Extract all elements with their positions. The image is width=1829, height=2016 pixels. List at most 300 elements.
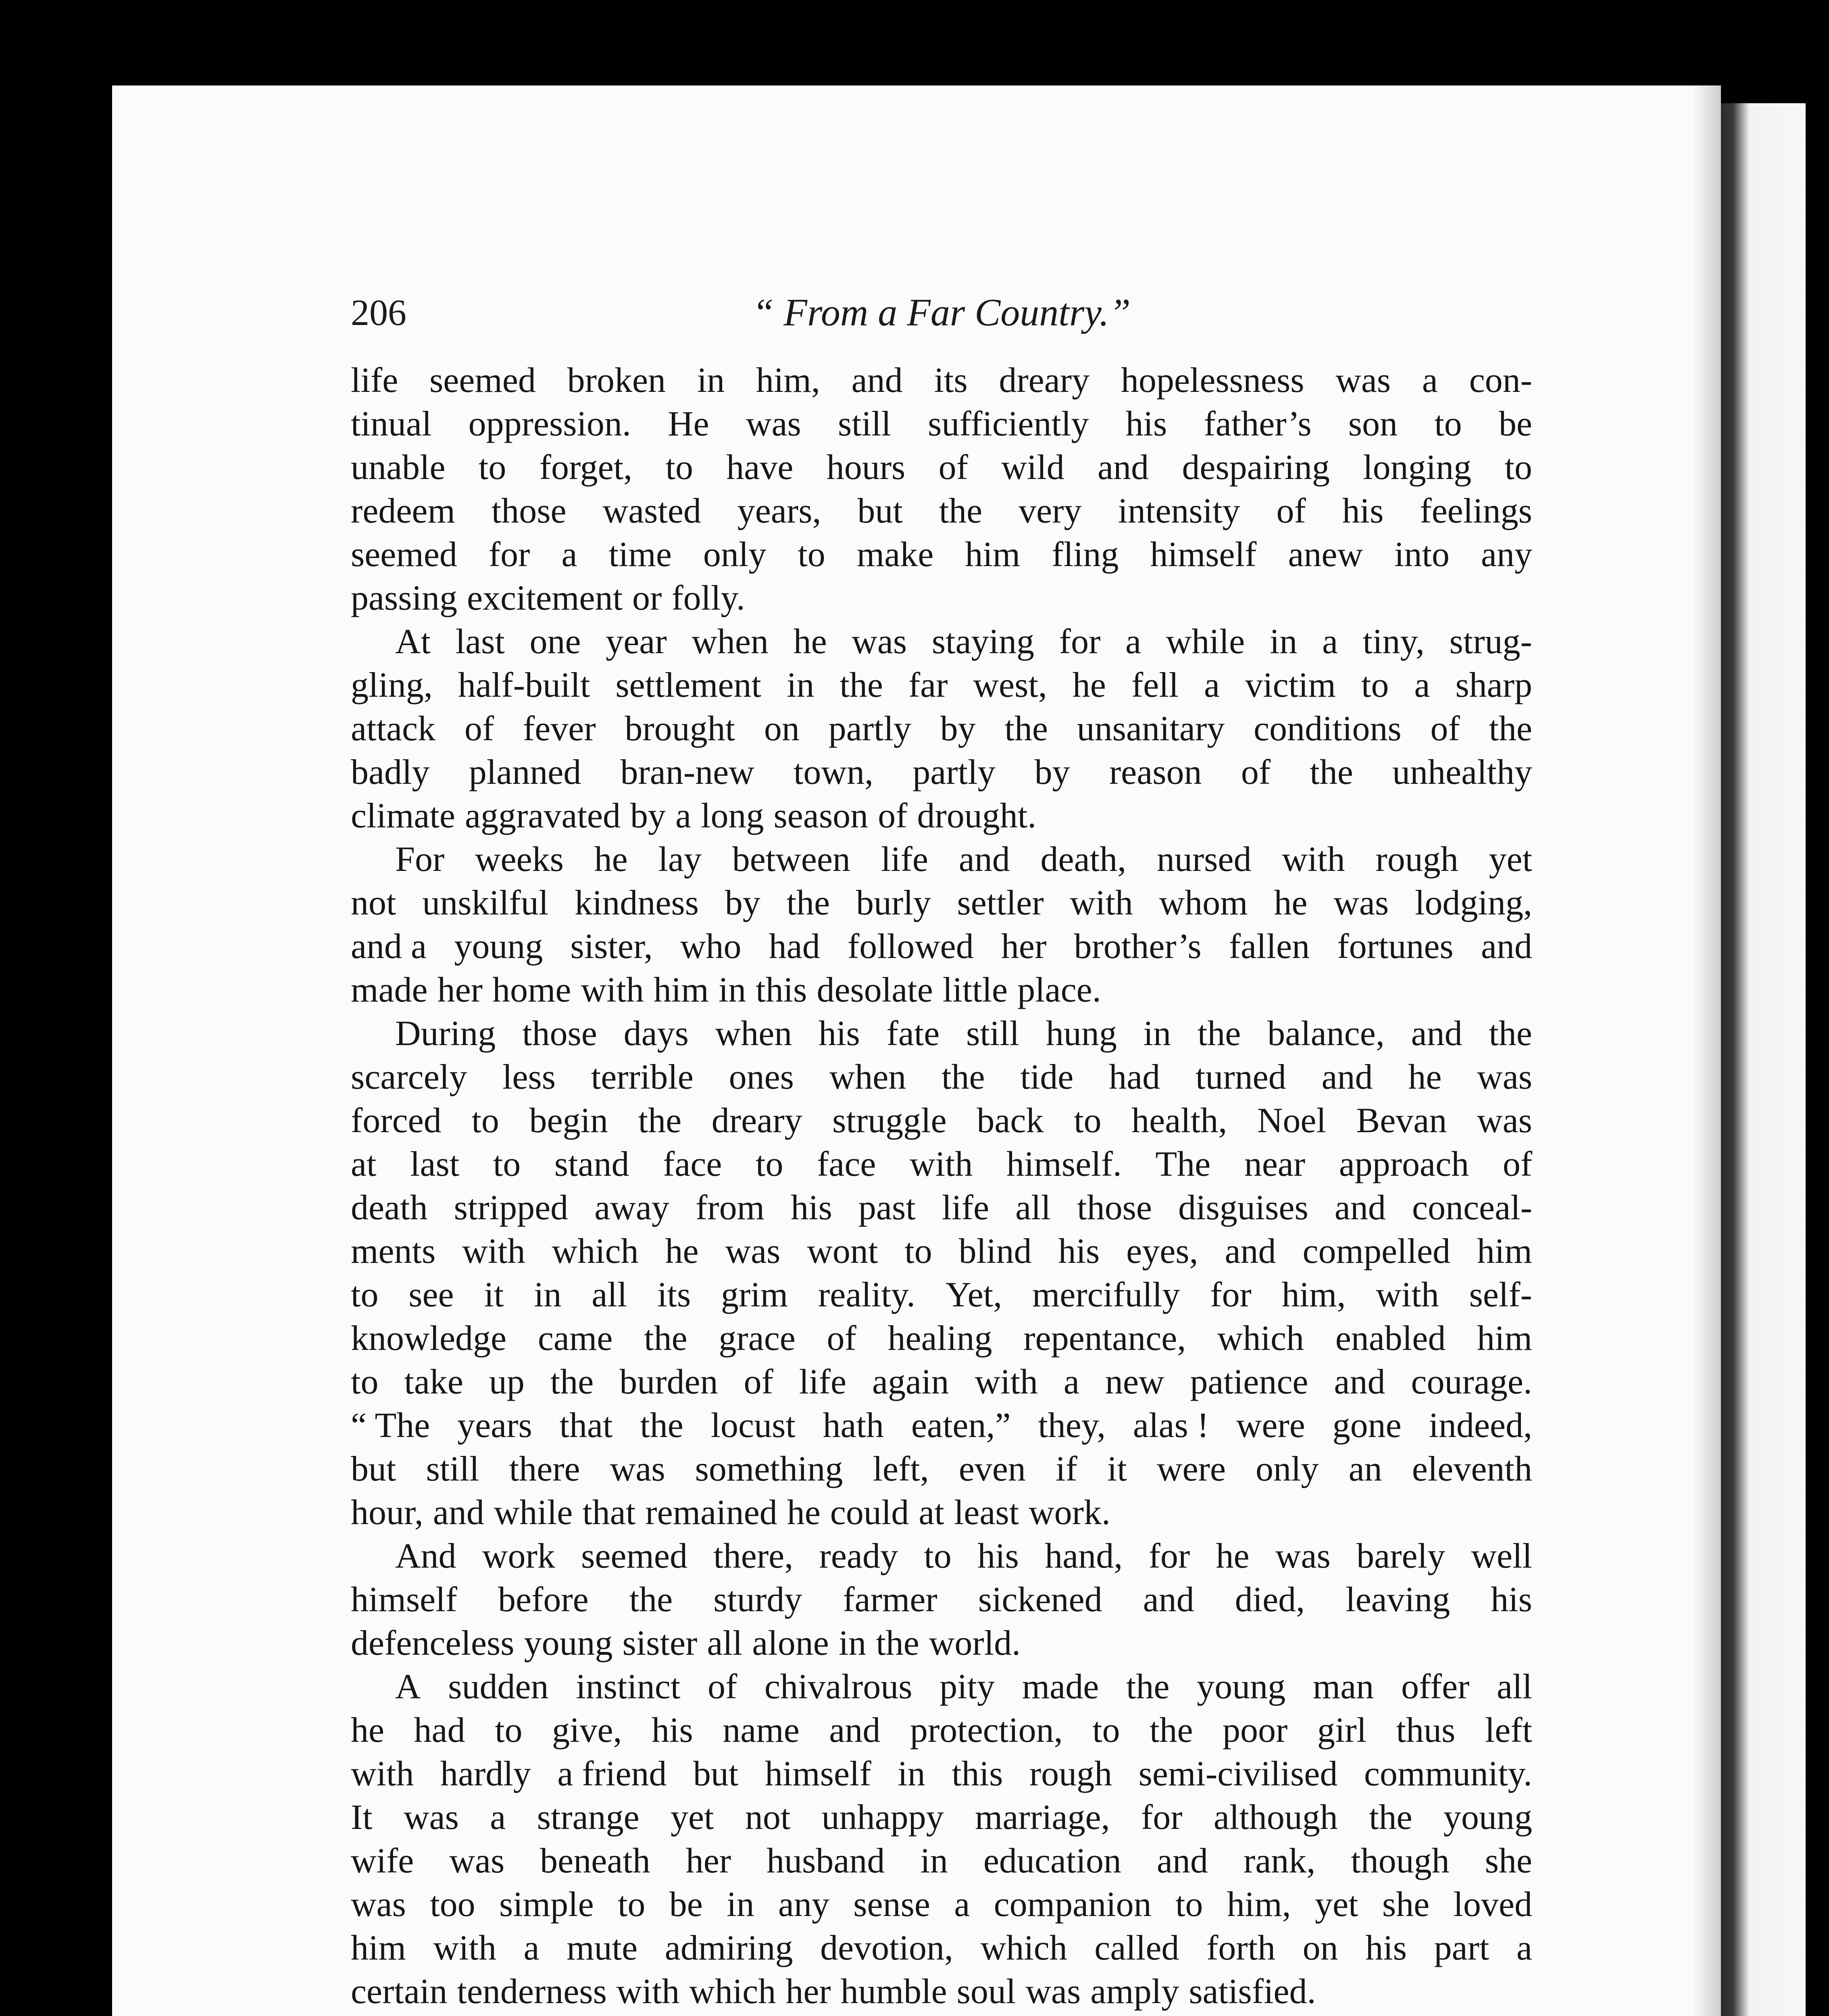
word: be bbox=[669, 1885, 703, 1924]
word: but bbox=[693, 1754, 739, 1793]
running-title: “ From a Far Country.” bbox=[752, 291, 1131, 334]
word: he bbox=[1072, 666, 1106, 705]
word: if bbox=[1056, 1450, 1077, 1489]
word: to bbox=[351, 1275, 379, 1314]
word: tenderness bbox=[457, 1972, 607, 2011]
word: him bbox=[965, 535, 1021, 574]
word: his bbox=[1342, 492, 1384, 531]
paragraph bbox=[351, 1535, 1532, 1665]
word: were bbox=[1236, 1406, 1305, 1445]
word: reason bbox=[1109, 753, 1202, 792]
gutter-shadow bbox=[1692, 85, 1721, 2016]
word: those bbox=[522, 1014, 597, 1053]
word: the bbox=[629, 1580, 673, 1619]
word: in bbox=[1269, 622, 1298, 661]
word bbox=[665, 2014, 709, 2016]
word: planned bbox=[469, 753, 581, 792]
word: to bbox=[1504, 448, 1532, 487]
word: be bbox=[1498, 404, 1532, 444]
word: nursed bbox=[1156, 840, 1252, 879]
word bbox=[1151, 2014, 1202, 2016]
word: for bbox=[1210, 1275, 1252, 1314]
word: any bbox=[1481, 535, 1532, 574]
word: give, bbox=[552, 1711, 622, 1750]
text-line bbox=[351, 1273, 1532, 1317]
word: to bbox=[924, 1537, 952, 1576]
word: grace bbox=[719, 1319, 796, 1358]
word: and bbox=[1143, 1580, 1194, 1619]
word: was bbox=[746, 404, 801, 444]
word: for bbox=[1148, 1537, 1190, 1576]
word: unsanitary bbox=[1077, 709, 1225, 748]
word: and a bbox=[351, 927, 427, 966]
word: sister bbox=[622, 1624, 698, 1663]
word: while bbox=[494, 1493, 573, 1532]
text-line bbox=[351, 2014, 1532, 2016]
word: in bbox=[697, 361, 725, 400]
word: hath bbox=[823, 1406, 884, 1445]
word: with bbox=[1376, 1275, 1439, 1314]
running-head bbox=[351, 282, 1532, 343]
word: dreary bbox=[711, 1101, 802, 1140]
word: on bbox=[1302, 1929, 1338, 1968]
word: young bbox=[1443, 1798, 1532, 1837]
word: alas ! bbox=[1133, 1406, 1209, 1445]
word: with bbox=[351, 1754, 414, 1793]
word: was bbox=[1477, 1058, 1532, 1097]
word: During bbox=[395, 1014, 496, 1053]
word: defenceless bbox=[351, 1624, 515, 1663]
word: and bbox=[1097, 448, 1149, 487]
word: terrible bbox=[591, 1058, 694, 1097]
word: at bbox=[351, 1145, 377, 1184]
word: seemed bbox=[581, 1537, 687, 1576]
word: of bbox=[1276, 492, 1306, 531]
body-text bbox=[351, 359, 1532, 2016]
word: mute bbox=[567, 1929, 638, 1968]
word: himself. bbox=[1006, 1145, 1122, 1184]
word: forced bbox=[351, 1101, 442, 1140]
word: died, bbox=[1235, 1580, 1305, 1619]
word: to bbox=[1434, 404, 1462, 444]
word: aggravated bbox=[465, 796, 621, 835]
word: gone bbox=[1332, 1406, 1402, 1445]
word: son bbox=[1348, 404, 1398, 444]
word: or bbox=[632, 579, 662, 618]
word: whom bbox=[1159, 883, 1248, 923]
word: courage. bbox=[1411, 1362, 1532, 1402]
word: he bbox=[351, 1711, 385, 1750]
word: with bbox=[462, 1232, 525, 1271]
word: those bbox=[491, 492, 567, 531]
word: only bbox=[703, 535, 767, 574]
word: intensity bbox=[1118, 492, 1240, 531]
word: lodging, bbox=[1414, 883, 1532, 923]
word: any bbox=[778, 1885, 829, 1924]
word: and bbox=[1334, 1362, 1385, 1402]
text-line bbox=[351, 707, 1532, 751]
word: Bevan bbox=[1356, 1101, 1447, 1140]
word: he bbox=[594, 840, 628, 879]
word: and bbox=[1321, 1058, 1373, 1097]
text-line bbox=[351, 1360, 1532, 1404]
word: new bbox=[1105, 1362, 1164, 1402]
paragraph bbox=[351, 620, 1532, 838]
word: when bbox=[692, 622, 769, 661]
word: work. bbox=[1029, 1493, 1110, 1532]
next-page-edge bbox=[1721, 103, 1806, 2016]
word: face bbox=[663, 1145, 722, 1184]
word: marriage, bbox=[975, 1798, 1110, 1837]
text-line bbox=[351, 620, 1532, 664]
word: had bbox=[414, 1711, 465, 1750]
word: the bbox=[942, 1058, 985, 1097]
word: repentance, bbox=[1023, 1319, 1186, 1358]
word: hours bbox=[826, 448, 906, 487]
word: and bbox=[851, 361, 903, 400]
word: with bbox=[1282, 840, 1345, 879]
word: wont bbox=[807, 1232, 878, 1271]
word: last bbox=[455, 622, 505, 661]
word: between bbox=[732, 840, 850, 879]
word: a bbox=[1414, 666, 1430, 705]
word: of bbox=[1430, 709, 1460, 748]
word: to bbox=[478, 448, 506, 487]
word: to bbox=[756, 1145, 783, 1184]
word: while bbox=[1166, 622, 1245, 661]
word: of bbox=[1241, 753, 1271, 792]
word: poor bbox=[1223, 1711, 1288, 1750]
word: in bbox=[920, 1841, 948, 1881]
word: gling, bbox=[351, 666, 433, 705]
word: passing bbox=[351, 579, 457, 618]
word: At bbox=[395, 622, 431, 661]
word: the bbox=[1489, 709, 1532, 748]
word: the bbox=[638, 1101, 682, 1140]
word: less bbox=[502, 1058, 556, 1097]
word: unhealthy bbox=[1392, 753, 1532, 792]
word: settlement bbox=[615, 666, 761, 705]
word: stripped bbox=[454, 1188, 569, 1227]
word: struggle bbox=[832, 1101, 947, 1140]
word: disguises bbox=[1178, 1188, 1308, 1227]
word: past bbox=[858, 1188, 916, 1227]
word: all bbox=[1497, 1667, 1532, 1706]
word: in bbox=[727, 1885, 754, 1924]
word: his bbox=[1125, 404, 1167, 444]
word: years, bbox=[737, 492, 821, 531]
word: was bbox=[1275, 1537, 1331, 1576]
word: of bbox=[938, 448, 968, 487]
word bbox=[1229, 2014, 1290, 2016]
word: thus bbox=[1396, 1711, 1456, 1750]
word: was bbox=[1335, 361, 1391, 400]
word: her bbox=[437, 971, 483, 1010]
word: girl bbox=[1317, 1711, 1367, 1750]
word: with bbox=[975, 1362, 1038, 1402]
word: partly bbox=[912, 753, 996, 792]
word: one bbox=[529, 622, 581, 661]
word: hour, bbox=[351, 1493, 423, 1532]
word: despairing bbox=[1182, 448, 1330, 487]
word: was bbox=[725, 1232, 781, 1271]
text-line bbox=[351, 881, 1532, 925]
word: still bbox=[966, 1014, 1020, 1053]
word: him, bbox=[756, 361, 820, 400]
word: of bbox=[1502, 1145, 1532, 1184]
word: ments bbox=[351, 1232, 436, 1271]
word: sense bbox=[853, 1885, 930, 1924]
word: sickened bbox=[978, 1580, 1102, 1619]
word: victim bbox=[1245, 666, 1336, 705]
word: a bbox=[1516, 1929, 1532, 1968]
word: by bbox=[940, 709, 976, 748]
word: and bbox=[958, 840, 1010, 879]
word: sudden bbox=[448, 1667, 549, 1706]
word: a bbox=[1322, 622, 1338, 661]
word bbox=[1089, 2014, 1123, 2016]
word: sister, bbox=[570, 927, 653, 966]
word: lay bbox=[658, 840, 702, 879]
text-line bbox=[351, 1535, 1532, 1578]
word: was bbox=[610, 1450, 665, 1489]
word: too bbox=[430, 1885, 475, 1924]
paragraph bbox=[351, 838, 1532, 1012]
text-line bbox=[351, 664, 1532, 707]
word: in bbox=[534, 1275, 562, 1314]
word: unskilful bbox=[422, 883, 549, 923]
word: of bbox=[707, 1667, 737, 1706]
word: to bbox=[495, 1711, 523, 1750]
word: a bbox=[1204, 666, 1220, 705]
word: name bbox=[723, 1711, 800, 1750]
word: with bbox=[909, 1145, 973, 1184]
word: dreary bbox=[999, 361, 1090, 400]
word: to bbox=[1074, 1101, 1102, 1140]
word: healing bbox=[887, 1319, 992, 1358]
word bbox=[833, 2014, 961, 2016]
word: with bbox=[1070, 883, 1133, 923]
word: sturdy bbox=[713, 1580, 802, 1619]
word: place. bbox=[1017, 971, 1101, 1010]
word: con- bbox=[1469, 361, 1532, 400]
word: It bbox=[351, 1798, 373, 1837]
word: to bbox=[1361, 666, 1389, 705]
word: redeem bbox=[351, 492, 455, 531]
word: called bbox=[1094, 1929, 1179, 1968]
word: eyes, bbox=[1126, 1232, 1198, 1271]
word bbox=[1424, 2014, 1475, 2016]
word: to bbox=[351, 1362, 379, 1402]
text-line bbox=[351, 1839, 1532, 1883]
word: partly bbox=[828, 709, 911, 748]
word: eaten,” bbox=[911, 1406, 1011, 1445]
word: yet bbox=[1489, 840, 1532, 879]
text-line bbox=[351, 1926, 1532, 1970]
word: the bbox=[786, 883, 830, 923]
word: from bbox=[696, 1188, 765, 1227]
word: its bbox=[657, 1275, 691, 1314]
word: him bbox=[653, 971, 709, 1010]
text-line bbox=[351, 1230, 1532, 1273]
word: a bbox=[490, 1798, 506, 1837]
text-line bbox=[351, 1404, 1532, 1447]
text-line bbox=[351, 1709, 1532, 1752]
word: in bbox=[786, 666, 815, 705]
word: not bbox=[745, 1798, 791, 1837]
word: even bbox=[958, 1450, 1026, 1489]
word: scarcely bbox=[351, 1058, 467, 1097]
word: and bbox=[829, 1711, 881, 1750]
word: tiny, bbox=[1362, 622, 1425, 661]
word: of bbox=[744, 1362, 773, 1402]
page-number: 206 bbox=[351, 292, 406, 333]
word: an bbox=[1348, 1450, 1382, 1489]
word: that bbox=[559, 1406, 613, 1445]
word: there, bbox=[713, 1537, 794, 1576]
word: health, bbox=[1131, 1101, 1227, 1140]
word: her bbox=[685, 1841, 731, 1881]
word: desolate bbox=[817, 971, 933, 1010]
word: near bbox=[1244, 1145, 1306, 1184]
word: hung bbox=[1046, 1014, 1117, 1053]
word: there bbox=[509, 1450, 580, 1489]
word: yet bbox=[1314, 1885, 1358, 1924]
word: town, bbox=[793, 753, 873, 792]
word: still bbox=[426, 1450, 479, 1489]
word: chivalrous bbox=[764, 1667, 912, 1706]
word: a bbox=[1422, 361, 1438, 400]
text-line bbox=[351, 446, 1532, 489]
word: west, bbox=[973, 666, 1047, 705]
word: fell bbox=[1131, 666, 1179, 705]
word: burden bbox=[619, 1362, 718, 1402]
word: him bbox=[1477, 1319, 1532, 1358]
word: settler bbox=[957, 883, 1044, 923]
word: tide bbox=[1020, 1058, 1074, 1097]
word: only bbox=[1256, 1450, 1319, 1489]
word: seemed bbox=[429, 361, 536, 400]
text-line bbox=[351, 925, 1532, 968]
word: attack bbox=[351, 709, 436, 748]
word bbox=[1318, 2014, 1396, 2016]
word: oppression. bbox=[468, 404, 631, 444]
word bbox=[1503, 2014, 1532, 2016]
word: who bbox=[680, 927, 742, 966]
word: when bbox=[715, 1014, 792, 1053]
word: And bbox=[395, 1537, 456, 1576]
word: hopelessness bbox=[1121, 361, 1304, 400]
word: himself bbox=[1150, 535, 1257, 574]
word: with bbox=[581, 971, 644, 1010]
word: he bbox=[1216, 1537, 1250, 1576]
word: a bbox=[561, 535, 577, 574]
word: and bbox=[433, 1493, 484, 1532]
word: semi-civilised bbox=[1138, 1754, 1338, 1793]
word: was bbox=[852, 622, 907, 661]
word: time bbox=[608, 535, 672, 574]
word: well bbox=[1471, 1537, 1532, 1576]
word: broken bbox=[567, 361, 666, 400]
word: could bbox=[830, 1493, 909, 1532]
word: seemed bbox=[351, 535, 457, 574]
word: conditions bbox=[1254, 709, 1402, 748]
word: something bbox=[695, 1450, 843, 1489]
word: his bbox=[652, 1711, 693, 1750]
text-line bbox=[351, 794, 1532, 838]
word: came bbox=[537, 1319, 613, 1358]
word: they, bbox=[1038, 1406, 1106, 1445]
word: with bbox=[433, 1929, 496, 1968]
word: to bbox=[493, 1145, 521, 1184]
word: and bbox=[1334, 1188, 1386, 1227]
word: stand bbox=[554, 1145, 629, 1184]
word: take bbox=[404, 1362, 463, 1402]
word: to bbox=[617, 1885, 646, 1924]
text-line bbox=[351, 1491, 1532, 1535]
word: ready bbox=[819, 1537, 898, 1576]
word: compelled bbox=[1302, 1232, 1450, 1271]
word: a bbox=[1063, 1362, 1079, 1402]
word: fate bbox=[886, 1014, 940, 1053]
word: for bbox=[1059, 622, 1101, 661]
word: farmer bbox=[843, 1580, 937, 1619]
word: feelings bbox=[1420, 492, 1532, 531]
word: which bbox=[552, 1232, 639, 1271]
text-line bbox=[351, 1012, 1532, 1056]
word: amply bbox=[1090, 1972, 1179, 2011]
word: the bbox=[1197, 1014, 1241, 1053]
word: that bbox=[582, 1493, 636, 1532]
word: young bbox=[524, 1624, 613, 1663]
word: and bbox=[1481, 927, 1532, 966]
word: which bbox=[980, 1929, 1067, 1968]
word: climate bbox=[351, 796, 455, 835]
word: sharp bbox=[1455, 666, 1532, 705]
word bbox=[527, 2014, 638, 2016]
word: the bbox=[1004, 709, 1048, 748]
word: to bbox=[904, 1232, 932, 1271]
word: Noel bbox=[1257, 1101, 1326, 1140]
word: those bbox=[1077, 1188, 1152, 1227]
text-line bbox=[351, 1056, 1532, 1099]
text-line bbox=[351, 1186, 1532, 1230]
word: to bbox=[798, 535, 825, 574]
text-line bbox=[351, 533, 1532, 577]
word: young bbox=[1197, 1667, 1286, 1706]
word: him bbox=[351, 1929, 406, 1968]
word: satisfied. bbox=[1189, 1972, 1316, 2011]
word: but bbox=[857, 492, 903, 531]
word: unhappy bbox=[821, 1798, 944, 1837]
word: still bbox=[837, 404, 891, 444]
word: face bbox=[817, 1145, 876, 1184]
word: alone bbox=[752, 1624, 829, 1663]
word: balance, bbox=[1267, 1014, 1385, 1053]
word: at bbox=[919, 1493, 944, 1532]
word: young bbox=[454, 927, 543, 966]
word: badly bbox=[351, 753, 430, 792]
word: his bbox=[819, 1014, 860, 1053]
word: of bbox=[878, 796, 908, 835]
text-line bbox=[351, 1578, 1532, 1622]
paragraph bbox=[351, 1665, 1532, 2014]
word: enabled bbox=[1335, 1319, 1446, 1358]
word: strange bbox=[537, 1798, 640, 1837]
word: which bbox=[1217, 1319, 1304, 1358]
word: by bbox=[630, 796, 666, 835]
word: self- bbox=[1469, 1275, 1532, 1314]
